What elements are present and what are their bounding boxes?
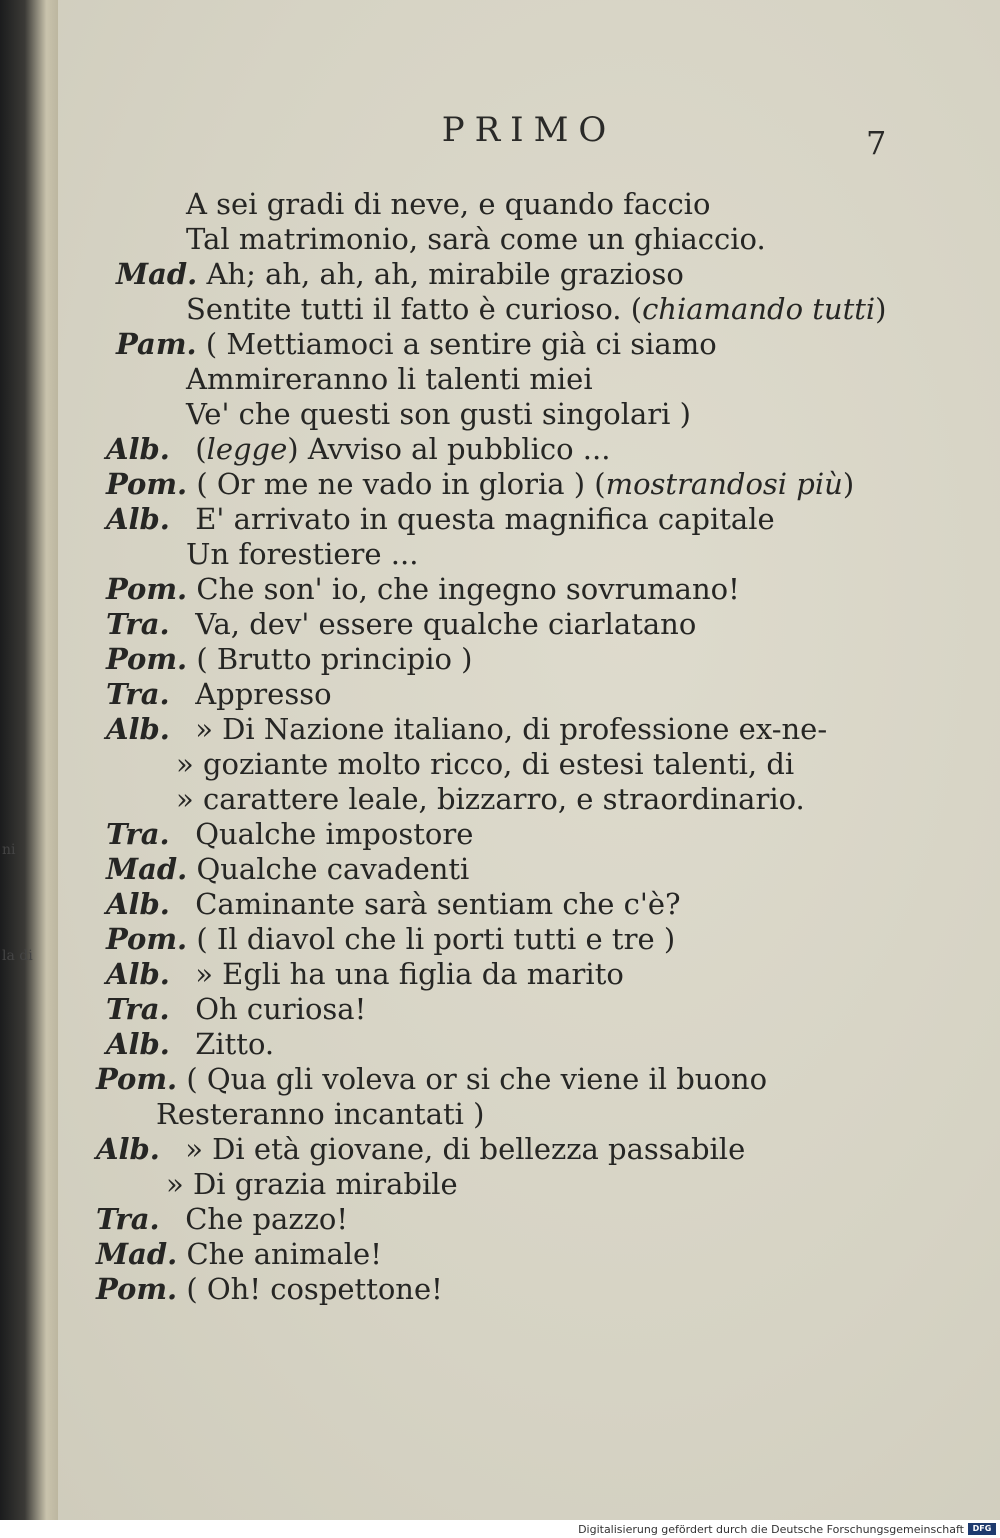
text-line (106, 642, 472, 676)
play-text (58, 0, 1000, 1520)
line-text: Va, dev' essere qualche ciarlatano (195, 607, 697, 641)
speaker-name: Alb. (106, 502, 170, 536)
line-text: Qualche impostore (195, 817, 474, 851)
stage-direction: legge (206, 432, 288, 466)
line-text: Oh curiosa! (195, 992, 367, 1026)
speaker-name: Tra. (106, 607, 170, 641)
left-page-margin (0, 0, 62, 1520)
speaker-name: Alb. (106, 1027, 170, 1061)
line-text: » Di età giovane, di bellezza passabile (185, 1132, 746, 1166)
text-line (186, 292, 887, 326)
line-text: Ammireranno li talenti miei (186, 362, 593, 396)
left-edge-glyph: la di (2, 948, 33, 964)
line-text: ( Or me ne vado in gloria ) ( (196, 467, 606, 501)
speaker-name: Pom. (106, 467, 188, 501)
text-line (106, 502, 775, 536)
text-line (166, 1167, 458, 1201)
text-line (96, 1202, 348, 1236)
text-line (186, 362, 593, 396)
left-page-edge (0, 820, 40, 1020)
text-line (106, 432, 610, 466)
speaker-name: Alb. (96, 1132, 160, 1166)
footer-credit: Digitalisierung gefördert durch die Deutsche Forschungsgemeinschaft (578, 1523, 964, 1536)
text-line (96, 1132, 745, 1166)
text-line (106, 1027, 274, 1061)
line-tail: ) Avviso al pubblico ... (287, 432, 611, 466)
text-line (106, 852, 469, 886)
line-text: Caminante sarà sentiam che c'è? (195, 887, 681, 921)
text-line (96, 1062, 767, 1096)
speaker-name: Tra. (106, 677, 170, 711)
speaker-name: Pom. (96, 1272, 178, 1306)
dfg-logo: DFG (968, 1523, 996, 1535)
line-text: ( Oh! cospettone! (186, 1272, 443, 1306)
line-text: » Egli ha una figlia da marito (195, 957, 624, 991)
text-line (106, 572, 740, 606)
line-text: Che son' io, che ingegno sovrumano! (196, 572, 740, 606)
line-text: Che animale! (186, 1237, 382, 1271)
text-line (186, 222, 766, 256)
line-text: Tal matrimonio, sarà come un ghiaccio. (186, 222, 766, 256)
speaker-name: Pam. (116, 327, 197, 361)
line-tail: ) (875, 292, 887, 326)
speaker-name: Mad. (116, 257, 198, 291)
speaker-name: Pom. (106, 922, 188, 956)
text-line (106, 607, 696, 641)
speaker-name: Pom. (106, 572, 188, 606)
line-text: » carattere leale, bizzarro, e straordinario. (176, 782, 805, 816)
text-line (116, 257, 684, 291)
left-edge-glyph: ni (2, 842, 16, 858)
text-line (106, 887, 681, 921)
line-text: » Di grazia mirabile (166, 1167, 458, 1201)
text-line (106, 467, 854, 501)
text-line (176, 782, 805, 816)
stage-direction: mostrandosi più (605, 467, 843, 501)
speaker-name: Alb. (106, 432, 170, 466)
line-text: Ve' che questi son gusti singolari ) (186, 397, 691, 431)
text-line (106, 957, 624, 991)
line-tail: ) (842, 467, 855, 501)
line-text: Ah; ah, ah, ah, mirabile grazioso (206, 257, 684, 291)
line-text: Appresso (195, 677, 332, 711)
text-line (96, 1237, 382, 1271)
line-text: Che pazzo! (185, 1202, 348, 1236)
line-text: ( Mettiamoci a sentire già ci siamo (205, 327, 717, 361)
text-line (116, 327, 717, 361)
text-line (106, 712, 827, 746)
line-text: ( (195, 432, 207, 466)
digitization-footer (0, 1520, 1000, 1538)
text-line (186, 187, 710, 221)
speaker-name: Alb. (106, 712, 170, 746)
line-text: Resteranno incantati ) (156, 1097, 485, 1131)
line-text: A sei gradi di neve, e quando faccio (186, 187, 711, 221)
line-text: Sentite tutti il fatto è curioso. ( (186, 292, 643, 326)
speaker-name: Pom. (106, 642, 188, 676)
speaker-name: Tra. (106, 817, 170, 851)
text-line (96, 1272, 443, 1306)
running-header: PRIMO (441, 110, 617, 150)
line-text: E' arrivato in questa magnifica capitale (195, 502, 775, 536)
text-line (156, 1097, 484, 1131)
page-number: 7 (866, 124, 887, 162)
text-line (106, 817, 473, 851)
line-text: » goziante molto ricco, di estesi talenti, di (176, 747, 795, 781)
line-text: ( Brutto principio ) (196, 642, 473, 676)
line-text: Qualche cavadenti (196, 852, 470, 886)
speaker-name: Mad. (96, 1237, 178, 1271)
speaker-name: Pom. (96, 1062, 178, 1096)
line-text: Zitto. (195, 1027, 275, 1061)
line-text: ( Qua gli voleva or si che viene il buono (186, 1062, 768, 1096)
text-line (176, 747, 794, 781)
text-line (186, 397, 691, 431)
text-line (186, 537, 418, 571)
line-text: Un forestiere ... (186, 537, 419, 571)
speaker-name: Tra. (106, 992, 170, 1026)
book-page (58, 0, 1000, 1520)
speaker-name: Alb. (106, 887, 170, 921)
stage-direction: chiamando tutti (642, 292, 876, 326)
line-text: ( Il diavol che li porti tutti e tre ) (196, 922, 676, 956)
text-line (106, 677, 332, 711)
text-line (106, 922, 675, 956)
speaker-name: Tra. (96, 1202, 160, 1236)
speaker-name: Alb. (106, 957, 170, 991)
text-line (106, 992, 366, 1026)
line-text: » Di Nazione italiano, di professione ex-ne- (195, 712, 828, 746)
speaker-name: Mad. (106, 852, 188, 886)
